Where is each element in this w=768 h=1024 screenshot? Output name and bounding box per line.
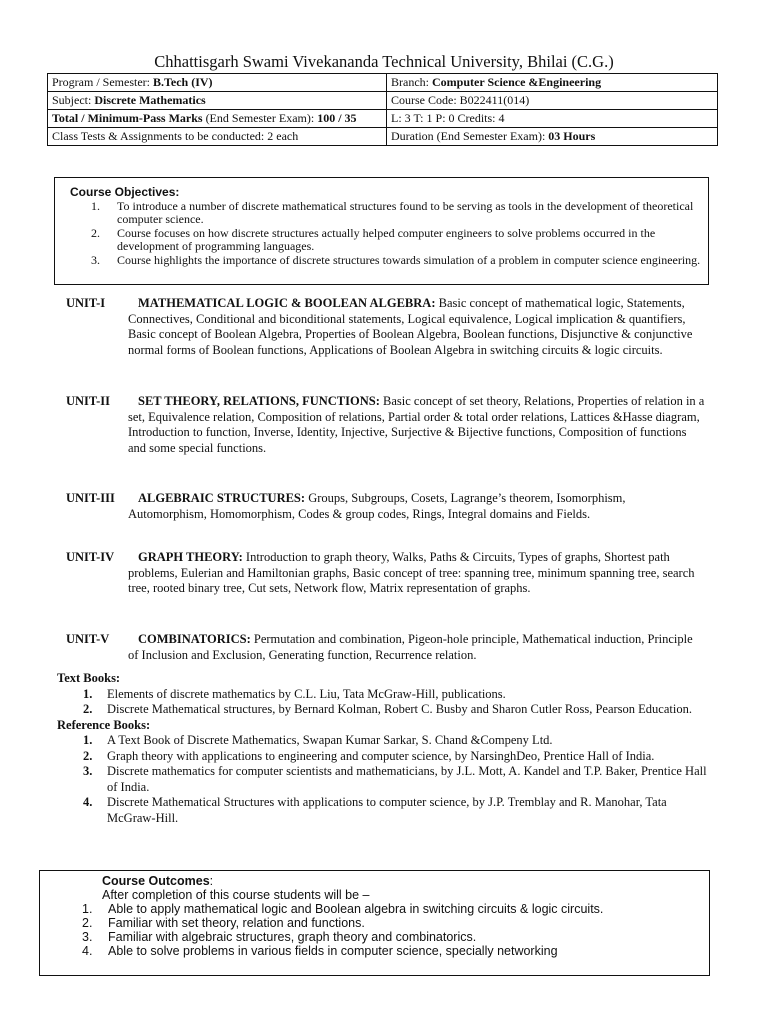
outcomes-list [82, 902, 702, 958]
list-item [57, 795, 717, 826]
item-text: Familiar with algebraic structures, graph theory and combinatorics. [108, 930, 477, 944]
item-number: 2. [91, 226, 100, 240]
list-item [91, 227, 701, 253]
item-number: 1. [82, 902, 93, 916]
unit-2 [66, 394, 706, 491]
list-item [82, 916, 702, 930]
course-info-table [47, 73, 718, 146]
item-text: To introduce a number of discrete mathematical structures found to be serving as tools in the development of theoretical computer science. [117, 199, 694, 226]
branch-cell [387, 74, 718, 92]
item-text: Familiar with set theory, relation and functions. [108, 916, 365, 930]
item-text: Able to apply mathematical logic and Boolean algebra in switching circuits & logic circuits. [108, 902, 604, 916]
list-item [91, 200, 701, 226]
duration-label: Duration (End Semester Exam): [391, 129, 549, 143]
item-text: Course focuses on how discrete structures actually helped computer engineers to solve problems occurred in the development of programming languages. [117, 226, 656, 253]
branch-label: Branch: [391, 75, 432, 89]
item-text: Elements of discrete mathematics by C.L. Liu, Tata McGraw-Hill, publications. [107, 686, 506, 701]
unit-text: Basic concept of set theory, Relations, Properties of relation in a set, Equivalence relation, Composition of relations, Partial order & total order relations, Lattices &Hasse diagram, Introduction to function, Inverse, Identity, Injective, Surjective & Bijective functions, Composition of functions and some special functions. [128, 394, 705, 456]
marks-value: 100 / 35 [317, 111, 357, 125]
table-row [48, 110, 718, 128]
subject-cell [48, 92, 387, 110]
item-number: 4. [82, 944, 93, 958]
item-text: Discrete Mathematical Structures with applications to computer science, by J.P. Tremblay and R. Manohar, Tata McGraw-Hill. [107, 795, 667, 825]
list-item [57, 749, 717, 765]
unit-heading: MATHEMATICAL LOGIC & BOOLEAN ALGEBRA: [138, 296, 436, 310]
ltp-credits: L: 3 T: 1 P: 0 Credits: 4 [387, 110, 718, 128]
program-label: Program / Semester: [52, 75, 153, 89]
marks-cell [48, 110, 387, 128]
list-item [82, 944, 702, 958]
unit-text: Introduction to graph theory, Walks, Paths & Circuits, Types of graphs, Shortest path problems, Eulerian and Hamiltonian graphs, Basic concept of tree: spanning tree, minimum spanning tree, search tree, rooted binary tree, Cut sets, Network flow, Matrix representation of graphs. [128, 550, 695, 596]
duration-value: 03 Hours [548, 129, 596, 143]
marks-label: Total / Minimum-Pass Marks [52, 111, 203, 125]
list-item [57, 764, 717, 795]
unit-label: UNIT-IV [66, 550, 115, 564]
item-number: 2. [82, 916, 93, 930]
books-section [57, 671, 717, 826]
table-row [48, 92, 718, 110]
item-number: 2. [83, 702, 93, 716]
duration-cell [387, 128, 718, 146]
item-text: Discrete mathematics for computer scientists and mathematicians, by J.L. Mott, A. Kandel and T.P. Baker, Prentice Hall of India. [107, 764, 707, 794]
item-number: 3. [82, 930, 93, 944]
table-row [48, 74, 718, 92]
program-cell [48, 74, 387, 92]
unit-text: Basic concept of mathematical logic, Statements, Connectives, Conditional and biconditional statements, Logical equivalence, Logical implication & quantifiers, Basic concept of Boolean Algebra, Properties of Boolean Algebra, Boolean functions, Disjunctive & conjunctive normal forms of Boolean functions, Applications of Boolean Algebra in switching circuits & logic circuits. [128, 296, 693, 358]
item-number: 1. [83, 733, 93, 747]
outcomes-intro: After completion of this course students will be – [102, 888, 370, 902]
list-item [82, 930, 702, 944]
unit-label: UNIT-II [66, 394, 111, 408]
course-outcomes-box [39, 870, 710, 976]
unit-heading: COMBINATORICS: [138, 632, 251, 646]
text-books-list [57, 687, 717, 718]
item-number: 3. [91, 253, 100, 267]
reference-books-list [57, 733, 717, 826]
item-text: Course highlights the importance of discrete structures towards simulation of a problem in computer science engineering. [117, 253, 701, 267]
item-number: 4. [83, 795, 93, 809]
list-item [82, 902, 702, 916]
item-number: 1. [83, 686, 93, 701]
item-text: Able to solve problems in various fields in computer science, specially networking [108, 944, 558, 958]
item-text: Graph theory with applications to engineering and computer science, by NarsinghDeo, Prentice Hall of India. [107, 748, 655, 763]
reference-books-title: Reference Books: [57, 717, 151, 732]
unit-heading: ALGEBRAIC STRUCTURES: [138, 491, 306, 505]
unit-5 [66, 632, 706, 672]
outcomes-title-colon: : [209, 874, 214, 888]
text-books-title: Text Books: [57, 671, 121, 685]
unit-label: UNIT-III [66, 491, 115, 505]
university-title: Chhattisgarh Swami Vivekananda Technical University, Bhilai (C.G.) [154, 52, 614, 71]
unit-heading: SET THEORY, RELATIONS, FUNCTIONS: [138, 394, 380, 408]
course-code: Course Code: B022411(014) [387, 92, 718, 110]
item-number: 1. [91, 199, 100, 213]
list-item [57, 702, 717, 718]
program-value: B.Tech (IV) [152, 75, 213, 89]
unit-heading: GRAPH THEORY: [138, 550, 243, 564]
outcomes-title-text: Course Outcomes [102, 874, 210, 888]
unit-3 [66, 491, 706, 550]
objectives-list [91, 200, 701, 268]
item-text: Discrete Mathematical structures, by Bernard Kolman, Robert C. Busby and Sharon Cutler Ross, Pearson Education. [107, 702, 692, 716]
list-item [57, 687, 717, 703]
unit-1 [66, 296, 706, 394]
unit-text: Permutation and combination, Pigeon-hole principle, Mathematical induction, Principle of Inclusion and Exclusion, Generating function, Recurrence relation. [128, 632, 693, 662]
list-item [91, 254, 701, 267]
marks-mid: (End Semester Exam): [202, 111, 318, 125]
subject-value: Discrete Mathematics [94, 93, 206, 107]
objectives-title: Course Objectives: [70, 185, 180, 199]
branch-value: Computer Science &Engineering [432, 75, 602, 89]
item-text: A Text Book of Discrete Mathematics, Swapan Kumar Sarkar, S. Chand &Compeny Ltd. [107, 733, 553, 747]
item-number: 3. [83, 764, 93, 778]
unit-label: UNIT-I [66, 296, 106, 310]
syllabus-units [66, 296, 706, 672]
unit-4 [66, 550, 706, 632]
outcomes-title [102, 874, 213, 888]
class-tests: Class Tests & Assignments to be conducted: 2 each [48, 128, 387, 146]
course-objectives-box [54, 177, 709, 285]
subject-label: Subject: [52, 93, 95, 107]
unit-label: UNIT-V [66, 632, 110, 646]
unit-text: Groups, Subgroups, Cosets, Lagrange’s theorem, Isomorphism, Automorphism, Homomorphism, Codes & group codes, Rings, Integral domains and Fields. [128, 491, 626, 521]
table-row [48, 128, 718, 146]
item-number: 2. [83, 748, 93, 763]
list-item [57, 733, 717, 749]
